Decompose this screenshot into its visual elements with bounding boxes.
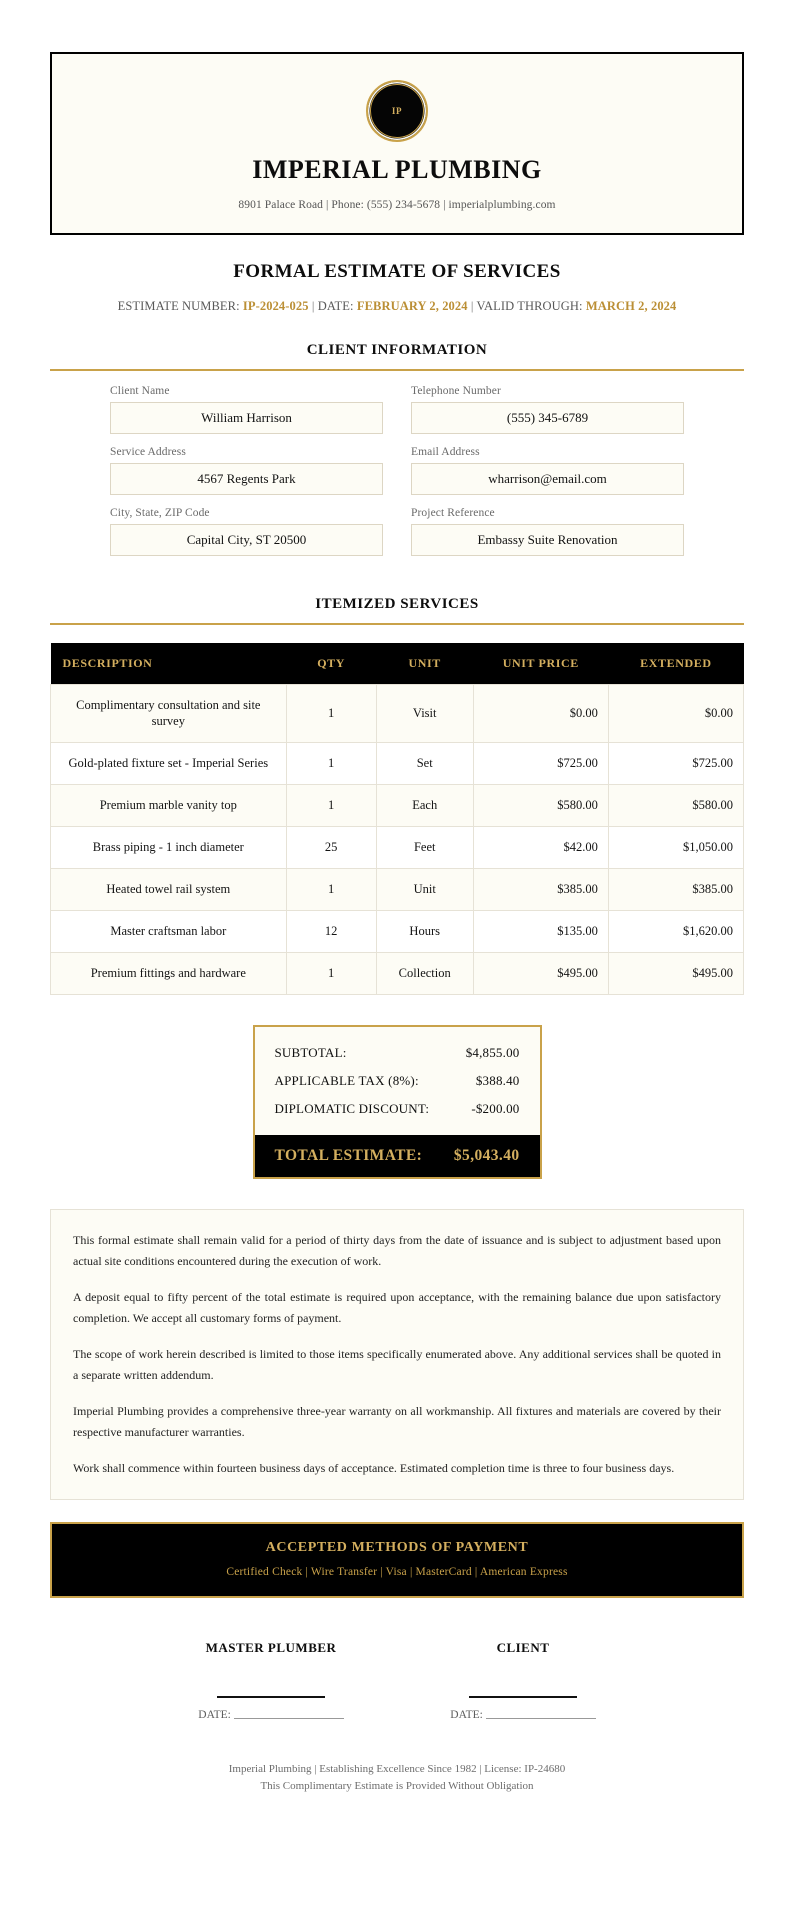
signature-block-client — [397, 1640, 649, 1721]
cell-extended: $1,620.00 — [608, 910, 743, 952]
table-row — [51, 785, 744, 827]
field-telephone-number — [411, 385, 684, 434]
cell-unit-price: $135.00 — [473, 910, 608, 952]
field-client-name — [110, 385, 383, 434]
table-header-row — [51, 643, 744, 685]
cell-unit-price: $0.00 — [473, 684, 608, 743]
company-contact-line: 8901 Palace Road | Phone: (555) 234-5678 | imperialplumbing.com — [238, 198, 556, 211]
cell-description: Premium fittings and hardware — [51, 952, 287, 994]
total-row-subtotal — [275, 1045, 520, 1061]
document-footer — [50, 1761, 744, 1826]
cell-unit-price: $385.00 — [473, 868, 608, 910]
table-row — [51, 868, 744, 910]
field-label: City, State, ZIP Code — [110, 506, 210, 519]
cell-description: Brass piping - 1 inch diameter — [51, 827, 287, 869]
client-section-rule — [50, 369, 744, 371]
cell-qty: 1 — [286, 785, 376, 827]
cell-extended: $580.00 — [608, 785, 743, 827]
letterhead — [50, 52, 744, 235]
client-section-heading: CLIENT INFORMATION — [306, 341, 488, 358]
totals-rows — [255, 1027, 540, 1135]
accepted-payment-methods — [50, 1522, 744, 1598]
total-label: SUBTOTAL: — [274, 1044, 347, 1060]
cell-unit: Each — [376, 785, 473, 827]
signature-date-field[interactable] — [397, 1707, 649, 1721]
column-header-unit: UNIT — [376, 643, 473, 685]
company-logo-icon — [366, 80, 428, 142]
cell-description: Heated towel rail system — [51, 868, 287, 910]
cell-description: Premium marble vanity top — [51, 785, 287, 827]
itemized-services-table — [50, 643, 744, 995]
cell-qty: 1 — [286, 868, 376, 910]
logo-monogram: IP — [391, 106, 403, 116]
field-label: Telephone Number — [411, 384, 501, 397]
estimate-number-label: ESTIMATE NUMBER: — [117, 298, 240, 313]
field-city-state-zip — [110, 507, 383, 556]
logo-wrap — [72, 80, 722, 142]
date-label: DATE: — [317, 298, 354, 313]
cell-description: Gold-plated fixture set - Imperial Series — [51, 743, 287, 785]
cell-unit: Feet — [376, 827, 473, 869]
cell-extended: $725.00 — [608, 743, 743, 785]
cell-qty: 25 — [286, 827, 376, 869]
payment-methods-list: Certified Check | Wire Transfer | Visa | MasterCard | American Express — [226, 1565, 568, 1578]
total-label: DIPLOMATIC DISCOUNT: — [274, 1100, 430, 1116]
cell-qty: 1 — [286, 684, 376, 743]
column-header-extended: EXTENDED — [608, 643, 743, 685]
cell-qty: 1 — [286, 952, 376, 994]
date-value: FEBRUARY 2, 2024 — [356, 298, 468, 313]
grand-total-label: TOTAL ESTIMATE: — [274, 1146, 423, 1164]
cell-unit-price: $495.00 — [473, 952, 608, 994]
field-value[interactable]: (555) 345-6789 — [411, 402, 684, 434]
terms-paragraph: The scope of work herein described is limited to those items specifically enumerated above. Any additional services shall be quoted in a separate written addendum. — [73, 1346, 721, 1382]
terms-paragraph: This formal estimate shall remain valid for a period of thirty days from the date of issuance and is subject to adjustment based upon actual site conditions encountered during the execution of work. — [73, 1232, 721, 1268]
signature-section — [145, 1640, 649, 1721]
field-label: Email Address — [411, 445, 480, 458]
total-value: $4,855.00 — [465, 1044, 520, 1060]
signature-title: CLIENT — [496, 1639, 550, 1655]
total-label: APPLICABLE TAX (8%): — [274, 1072, 419, 1088]
signature-date-label: DATE: — [198, 1708, 231, 1721]
grand-total-value: $5,043.40 — [453, 1146, 520, 1164]
cell-extended: $0.00 — [608, 684, 743, 743]
signature-date-blank[interactable] — [234, 1707, 344, 1719]
document-meta-line — [50, 299, 744, 314]
signature-date-field[interactable] — [145, 1707, 397, 1721]
column-header-description: DESCRIPTION — [51, 643, 287, 685]
total-row-discount — [275, 1101, 520, 1117]
valid-through-value: MARCH 2, 2024 — [585, 298, 677, 313]
column-header-qty: QTY — [286, 643, 376, 685]
table-row — [51, 952, 744, 994]
cell-unit-price: $725.00 — [473, 743, 608, 785]
field-value[interactable]: 4567 Regents Park — [110, 463, 383, 495]
terms-paragraph: A deposit equal to fifty percent of the total estimate is required upon acceptance, with the remaining balance due upon satisfactory completion. We accept all customary forms of payment. — [73, 1289, 721, 1325]
table-row — [51, 910, 744, 952]
signature-date-label: DATE: — [450, 1708, 483, 1721]
cell-unit: Visit — [376, 684, 473, 743]
field-value[interactable]: Capital City, ST 20500 — [110, 524, 383, 556]
cell-extended: $495.00 — [608, 952, 743, 994]
total-value: -$200.00 — [471, 1100, 520, 1116]
terms-paragraph: Imperial Plumbing provides a comprehensive three-year warranty on all workmanship. All fixtures and materials are covered by their respective manufacturer warranties. — [73, 1403, 721, 1439]
items-section-rule — [50, 623, 744, 625]
cell-unit-price: $42.00 — [473, 827, 608, 869]
meta-separator-2: | — [470, 298, 474, 313]
estimate-number-value: IP-2024-025 — [242, 298, 309, 313]
footer-line-1: Imperial Plumbing | Establishing Excellence Since 1982 | License: IP-24680 — [228, 1762, 566, 1775]
column-header-unit-price: UNIT PRICE — [473, 643, 608, 685]
items-section-heading: ITEMIZED SERVICES — [315, 595, 479, 612]
signature-block-master-plumber — [145, 1640, 397, 1721]
cell-unit: Collection — [376, 952, 473, 994]
total-row-tax — [275, 1073, 520, 1089]
signature-line[interactable] — [217, 1696, 325, 1698]
totals-wrap — [50, 1025, 744, 1179]
signature-line[interactable] — [469, 1696, 577, 1698]
field-value[interactable]: wharrison@email.com — [411, 463, 684, 495]
cell-unit: Set — [376, 743, 473, 785]
field-email-address — [411, 446, 684, 495]
company-name: IMPERIAL PLUMBING — [252, 155, 542, 184]
table-header — [51, 643, 744, 685]
total-value: $388.40 — [475, 1072, 520, 1088]
cell-qty: 1 — [286, 743, 376, 785]
cell-description: Master craftsman labor — [51, 910, 287, 952]
cell-unit-price: $580.00 — [473, 785, 608, 827]
field-value[interactable]: William Harrison — [110, 402, 383, 434]
field-label: Project Reference — [411, 506, 495, 519]
signature-date-blank[interactable] — [486, 1707, 596, 1719]
table-row — [51, 684, 744, 743]
field-service-address — [110, 446, 383, 495]
cell-unit: Hours — [376, 910, 473, 952]
grand-total-row — [255, 1135, 540, 1177]
meta-separator-1: | — [311, 298, 315, 313]
cell-description: Complimentary consultation and site survey — [51, 684, 287, 743]
table-row — [51, 743, 744, 785]
table-body — [51, 684, 744, 994]
cell-extended: $1,050.00 — [608, 827, 743, 869]
payment-methods-title: ACCEPTED METHODS OF PAYMENT — [265, 1539, 529, 1555]
valid-through-label: VALID THROUGH: — [476, 298, 583, 313]
field-project-reference — [411, 507, 684, 556]
table-row — [51, 827, 744, 869]
document-title: FORMAL ESTIMATE OF SERVICES — [233, 260, 561, 282]
footer-line-2: This Complimentary Estimate is Provided Without Obligation — [260, 1780, 534, 1793]
terms-paragraph: Work shall commence within fourteen business days of acceptance. Estimated completion time is three to four business days. — [73, 1460, 675, 1475]
cell-qty: 12 — [286, 910, 376, 952]
field-label: Service Address — [110, 445, 186, 458]
client-information-grid — [110, 385, 684, 568]
terms-and-conditions — [50, 1209, 744, 1500]
cell-extended: $385.00 — [608, 868, 743, 910]
field-label: Client Name — [110, 384, 170, 397]
signature-title: MASTER PLUMBER — [205, 1639, 337, 1655]
cell-unit: Unit — [376, 868, 473, 910]
totals-box — [253, 1025, 542, 1179]
field-value[interactable]: Embassy Suite Renovation — [411, 524, 684, 556]
